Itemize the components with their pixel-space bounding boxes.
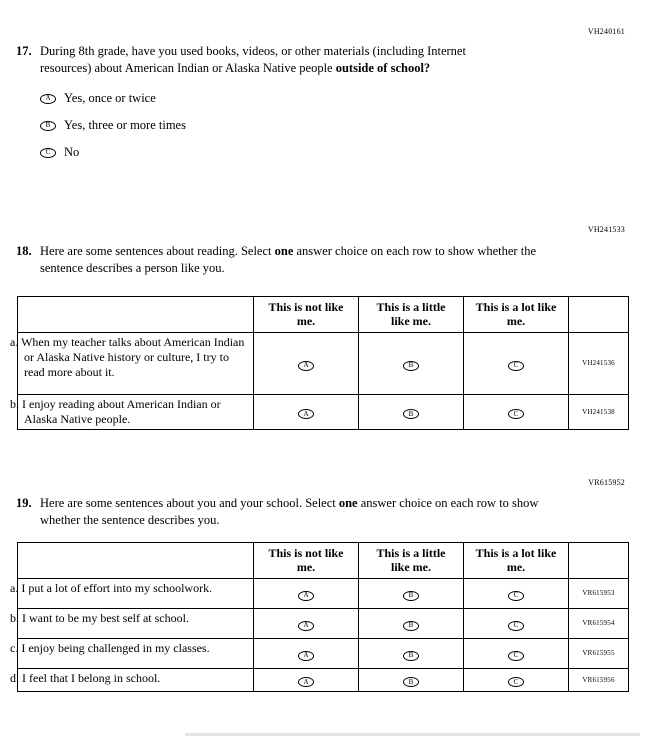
bubble-letter: C — [513, 361, 519, 370]
question-18-answer-table — [10, 296, 629, 430]
answer-bubble-cell[interactable] — [359, 668, 464, 691]
bubble-letter: A — [303, 591, 309, 600]
answer-bubble-cell[interactable] — [254, 608, 359, 638]
answer-bubble-icon — [298, 621, 314, 631]
row-label: d. I feel that I belong in school. — [18, 668, 254, 691]
answer-bubble-icon — [508, 361, 524, 371]
question-19 — [16, 495, 632, 528]
answer-bubble-cell[interactable] — [254, 332, 359, 394]
answer-bubble-icon — [298, 591, 314, 601]
question-19-body — [40, 495, 632, 528]
row-code: VR615953 — [569, 578, 629, 608]
answer-bubble-cell[interactable] — [359, 608, 464, 638]
answer-bubble-cell[interactable] — [359, 638, 464, 668]
answer-bubble-icon — [508, 621, 524, 631]
bubble-letter: B — [408, 591, 414, 600]
question-19-number: 19. — [16, 496, 32, 510]
answer-bubble-icon — [298, 409, 314, 419]
table-row — [18, 578, 629, 608]
answer-bubble-icon — [508, 677, 524, 687]
question-18-body — [40, 243, 632, 276]
answer-bubble-icon — [40, 121, 56, 131]
row-code: VH241538 — [569, 394, 629, 429]
answer-bubble-cell[interactable] — [464, 578, 569, 608]
question-17-options — [40, 91, 628, 160]
bubble-letter: B — [408, 651, 414, 660]
question-18 — [16, 243, 632, 276]
question-17 — [16, 43, 628, 172]
bubble-letter: B — [408, 677, 414, 686]
answer-bubble-cell[interactable] — [254, 394, 359, 429]
answer-bubble-icon — [403, 409, 419, 419]
bubble-letter: B — [408, 409, 414, 418]
answer-bubble-icon — [403, 677, 419, 687]
table-row — [18, 668, 629, 691]
question-18-number: 18. — [16, 244, 32, 258]
question-18-text-after: answer choice on each row to show whether the sentence describes a person like you. — [40, 244, 536, 275]
option-label: No — [64, 145, 80, 159]
answer-bubble-cell[interactable] — [359, 332, 464, 394]
bubble-letter: C — [513, 591, 519, 600]
option-yes-three-or-more[interactable] — [40, 118, 628, 133]
column-header-lot-like-me: This is a lot like me. — [464, 543, 569, 579]
row-label: b. I enjoy reading about American Indian or Alaska Native people. — [18, 394, 254, 429]
table-row — [18, 608, 629, 638]
table-row — [18, 394, 629, 429]
question-19-text-bold: one — [338, 496, 358, 510]
corner-cell — [569, 297, 629, 333]
question-19-answer-table — [10, 542, 629, 692]
question-19-text — [40, 495, 580, 528]
answer-bubble-icon — [403, 621, 419, 631]
question-17-number: 17. — [16, 44, 32, 58]
bubble-letter: A — [45, 94, 51, 102]
question-18-code: VH241533 — [587, 225, 625, 234]
question-17-text-bold: outside of school? — [335, 60, 431, 75]
answer-bubble-cell[interactable] — [254, 578, 359, 608]
column-header-not-like-me: This is not like me. — [254, 543, 359, 579]
option-yes-once-or-twice[interactable] — [40, 91, 628, 106]
option-no[interactable] — [40, 145, 628, 160]
answer-bubble-cell[interactable] — [359, 578, 464, 608]
answer-bubble-cell[interactable] — [359, 394, 464, 429]
answer-bubble-cell[interactable] — [464, 394, 569, 429]
bubble-letter: B — [408, 361, 414, 370]
bubble-letter: C — [513, 677, 519, 686]
answer-bubble-icon — [40, 94, 56, 104]
table-header-row — [18, 297, 629, 333]
column-header-not-like-me: This is not like me. — [254, 297, 359, 333]
row-label: c. I enjoy being challenged in my classes. — [18, 638, 254, 668]
row-code: VH241536 — [569, 332, 629, 394]
question-17-code: VH240161 — [587, 27, 625, 36]
answer-bubble-icon — [403, 361, 419, 371]
corner-cell — [18, 543, 254, 579]
column-header-little-like-me: This is a little like me. — [359, 297, 464, 333]
question-19-code: VR615952 — [588, 478, 625, 487]
answer-bubble-icon — [403, 651, 419, 661]
corner-cell — [569, 543, 629, 579]
question-17-text — [40, 43, 518, 76]
question-17-text-before: During 8th grade, have you used books, videos, or other materials (including Internet resources) about American Indian or Alaska Native people — [40, 44, 466, 75]
question-18-text-bold: one — [274, 244, 294, 258]
bubble-letter: C — [513, 409, 519, 418]
bubble-letter: C — [45, 148, 51, 156]
answer-bubble-cell[interactable] — [464, 332, 569, 394]
question-18-text-before: Here are some sentences about reading. Select — [40, 244, 275, 258]
question-17-body — [40, 43, 628, 172]
answer-bubble-icon — [298, 361, 314, 371]
answer-bubble-cell[interactable] — [464, 668, 569, 691]
bubble-letter: A — [303, 651, 309, 660]
option-label: Yes, once or twice — [64, 91, 156, 105]
question-19-text-after: answer choice on each row to show whether the sentence describes you. — [40, 496, 539, 527]
row-code: VR615955 — [569, 638, 629, 668]
option-label: Yes, three or more times — [64, 118, 186, 132]
answer-bubble-icon — [40, 148, 56, 158]
answer-bubble-cell[interactable] — [254, 638, 359, 668]
answer-bubble-icon — [508, 409, 524, 419]
row-label: a. I put a lot of effort into my schoolwork. — [18, 578, 254, 608]
bubble-letter: B — [45, 121, 51, 129]
bubble-letter: C — [513, 651, 519, 660]
answer-bubble-icon — [298, 677, 314, 687]
row-code: VR615954 — [569, 608, 629, 638]
row-label: a. When my teacher talks about American Indian or Alaska Native history or culture, I try to read more about it. — [18, 332, 254, 394]
bubble-letter: A — [303, 361, 309, 370]
corner-cell — [18, 297, 254, 333]
row-code: VR615956 — [569, 668, 629, 691]
bubble-letter: A — [303, 621, 309, 630]
bubble-letter: B — [408, 621, 414, 630]
answer-bubble-cell[interactable] — [464, 608, 569, 638]
bubble-letter: C — [513, 621, 519, 630]
row-label: b. I want to be my best self at school. — [18, 608, 254, 638]
column-header-little-like-me: This is a little like me. — [359, 543, 464, 579]
table-header-row — [18, 543, 629, 579]
answer-bubble-icon — [298, 651, 314, 661]
answer-bubble-icon — [403, 591, 419, 601]
question-18-text — [40, 243, 580, 276]
answer-bubble-cell[interactable] — [464, 638, 569, 668]
table-row — [18, 332, 629, 394]
answer-bubble-icon — [508, 651, 524, 661]
bubble-letter: A — [303, 677, 309, 686]
question-19-text-before: Here are some sentences about you and your school. Select — [40, 496, 339, 510]
bubble-letter: A — [303, 409, 309, 418]
answer-bubble-icon — [508, 591, 524, 601]
answer-bubble-cell[interactable] — [254, 668, 359, 691]
table-row — [18, 638, 629, 668]
column-header-lot-like-me: This is a lot like me. — [464, 297, 569, 333]
page-bottom-artifact — [185, 733, 640, 736]
